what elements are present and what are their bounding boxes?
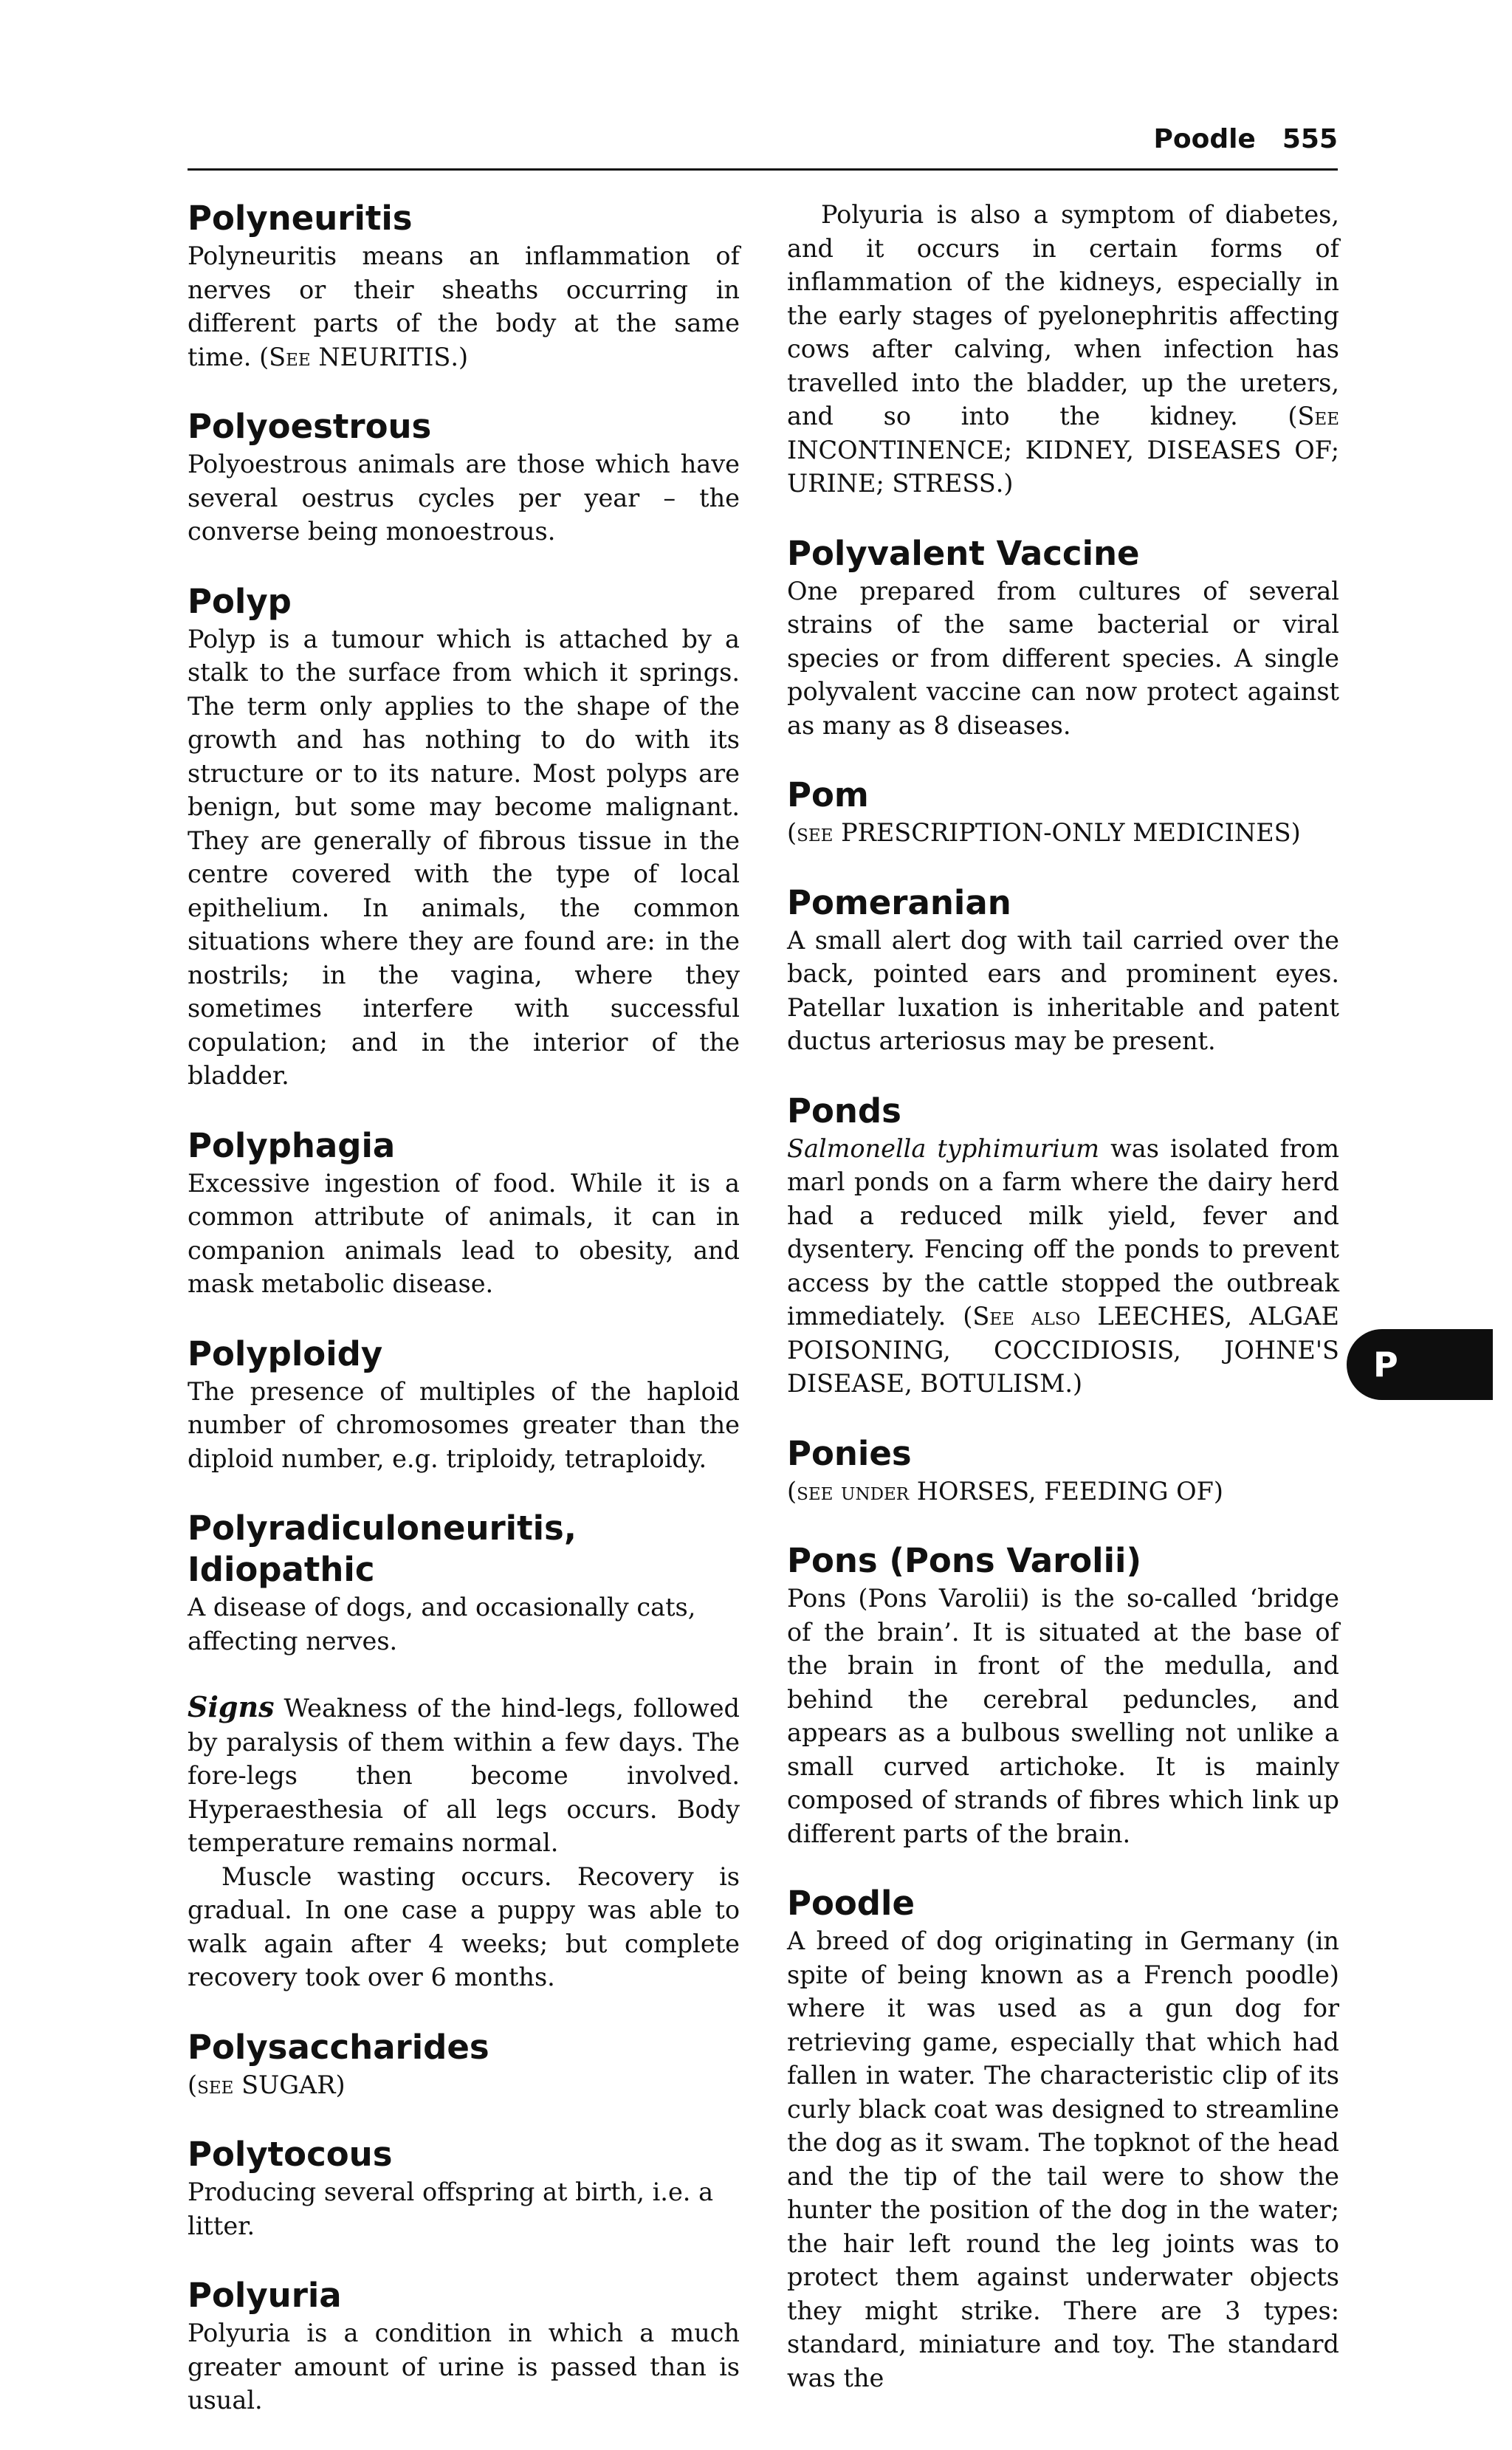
entry-cross-reference: (see PRESCRIPTION-ONLY MEDICINES) xyxy=(787,818,1301,847)
entry-body: Producing several offspring at birth, i.e. a litter. xyxy=(188,2178,714,2240)
entry-heading: Polyphagia xyxy=(188,1125,396,1165)
cross-reference-link[interactable]: SUGAR xyxy=(241,2070,336,2099)
entry-body: A disease of dogs, and occasionally cats, affecting nerves. xyxy=(188,1593,696,1655)
section-thumb-tab xyxy=(1347,1329,1493,1400)
entry-heading: Polyoestrous xyxy=(188,407,432,446)
entry-polyuria xyxy=(188,2275,740,2418)
page-number: 555 xyxy=(1282,124,1338,154)
entry-body: One prepared from cultures of several strains of the same bacterial or viral species or from different species. A single polyvalent vaccine can now protect against as many as 8 diseases. xyxy=(787,576,1339,740)
see-label: see xyxy=(197,2070,234,2099)
cross-reference-links[interactable]: LEECHES, ALGAE POISONING, COCCIDIOSIS, JOHNE'S DISEASE, BOTULISM xyxy=(787,1302,1339,1398)
entry-polyuria-continued xyxy=(787,198,1339,501)
entry-body: A small alert dog with tail carried over the back, pointed ears and prominent eyes. Patellar luxation is inheritable and patent ductus arteriosus may be present. xyxy=(787,925,1339,1055)
entry-ponds xyxy=(787,1091,1339,1401)
entry-body: Polyneuritis means an inflammation of nerves or their sheaths occurring in different parts of the body at the same time. (See NEURITIS.) xyxy=(188,241,740,371)
entry-body: A breed of dog originating in Germany (in spite of being known as a French poodle) where it was used as a gun dog for retrieving game, especially that which had fallen in water. The characteristic clip of its curly black coat was designed to streamline the dog as it swam. The topknot of the head and the tip of the tail were to show the hunter the position of the dog in the water; the hair left round the leg joints was to protect them against underwater objects they might strike. There are 3 types: standard, miniature and toy. The standard was the xyxy=(787,1926,1339,2392)
entry-polyploidy xyxy=(188,1334,740,1476)
entry-pons xyxy=(787,1540,1339,1850)
signs-label: Signs xyxy=(188,1690,275,1723)
entry-body: Polyuria is also a symptom of diabetes, and it occurs in certain forms of inflammation of the kidneys, especially in the early stages of pyelonephritis affecting cows after calving, when infection has travelled into the bladder, up the ureters, and so into the kidney. (See INCONTINENCE; KIDNEY, DISEASES OF; URINE; STRESS.) xyxy=(787,200,1339,498)
organism-name: Salmonella typhimurium xyxy=(787,1133,1100,1163)
entry-heading: Pom xyxy=(787,775,869,814)
thumb-tab-letter: P xyxy=(1373,1345,1398,1384)
entry-body: Polyuria is a condition in which a much greater amount of urine is passed than is usual. xyxy=(188,2319,740,2415)
entry-heading: Polytocous xyxy=(188,2135,393,2174)
entry-polyvalent-vaccine xyxy=(787,533,1339,743)
entry-polytocous xyxy=(188,2134,740,2243)
entry-polyphagia xyxy=(188,1125,740,1301)
entry-pomeranian xyxy=(787,882,1339,1058)
entry-poodle xyxy=(787,1883,1339,2395)
entry-heading: Poodle xyxy=(787,1884,915,1923)
entry-polyp xyxy=(188,581,740,1093)
entry-polysaccharides xyxy=(188,2027,740,2102)
entry-body: Excessive ingestion of food. While it is a common attribute of animals, it can in companion animals lead to obesity, and mask metabolic disease. xyxy=(188,1168,740,1298)
entry-body: Salmonella typhimurium was isolated from marl ponds on a farm where the dairy herd had a reduced milk yield, fever and dysentery. Fencing off the ponds to prevent access by the cattle stopped the outbreak immediately. (See also LEECHES, ALGAE POISONING, COCCIDIOSIS, JOHNE'S DISEASE, BOTULISM.) xyxy=(787,1133,1339,1398)
cross-reference-link[interactable]: PRESCRIPTION-ONLY MEDICINES xyxy=(841,818,1291,847)
entry-heading: Polyploidy xyxy=(188,1334,383,1373)
entry-body: The presence of multiples of the haploid number of chromosomes greater than the diploid number, e.g. triploidy, tetraploidy. xyxy=(188,1376,740,1473)
see-label: See xyxy=(269,342,311,371)
cross-reference-link[interactable]: HORSES, FEEDING OF xyxy=(916,1476,1214,1506)
header-rule xyxy=(188,168,1338,171)
entry-heading: Pons (Pons Varolii) xyxy=(787,1541,1142,1580)
entry-heading: Polyuria xyxy=(188,2276,342,2315)
entry-polyradiculoneuritis xyxy=(188,1508,740,1994)
see-label: See also xyxy=(972,1302,1081,1331)
signs-paragraph: Signs Weakness of the hind-legs, followed by paralysis of them within a few days. The fore-legs then become involved. Hyperaesthesia of all legs occurs. Body temperature remains normal. xyxy=(188,1690,740,1857)
cross-reference-links[interactable]: INCONTINENCE; KIDNEY, DISEASES OF; URINE; STRESS xyxy=(787,435,1339,498)
entry-polyneuritis xyxy=(188,198,740,374)
see-label: See xyxy=(1297,402,1339,430)
entry-heading: Pomeranian xyxy=(787,882,1011,922)
entry-heading: Ponies xyxy=(787,1433,912,1473)
entry-heading: Polyradiculoneuritis, Idiopathic xyxy=(188,1509,577,1589)
entry-body: Pons (Pons Varolii) is the so-called ‘bridge of the brain’. It is situated at the base of the brain in front of the medulla, and behind the cerebral peduncles, and appears as a bulbous swelling not unlike a small curved artichoke. It is mainly composed of strands of fibres which link up different parts of the brain. xyxy=(787,1584,1339,1848)
running-title: Poodle xyxy=(1153,124,1256,154)
entry-pom xyxy=(787,775,1339,850)
entry-body: Polyoestrous animals are those which have several oestrus cycles per year – the converse being monoestrous. xyxy=(188,450,740,546)
entry-body: Polyp is a tumour which is attached by a stalk to the surface from which it springs. The term only applies to the shape of the growth and has nothing to do with its structure or to its nature. Most polyps are benign, but some may become malignant. They are generally of fibrous tissue in the centre covered with the type of local epithelium. In animals, the common situations where they are found are: in the nostrils; in the vagina, where they sometimes interfere with successful copulation; and in the interior of the bladder. xyxy=(188,624,740,1090)
left-column xyxy=(188,198,740,2450)
entry-ponies xyxy=(787,1433,1339,1509)
entry-polyoestrous xyxy=(188,406,740,549)
cross-reference-link[interactable]: NEURITIS xyxy=(318,342,451,371)
see-label: see xyxy=(797,818,834,847)
right-column xyxy=(787,198,1339,2427)
entry-heading: Polyneuritis xyxy=(188,199,413,238)
entry-cross-reference: (see SUGAR) xyxy=(188,2070,346,2099)
entry-heading: Polyp xyxy=(188,581,292,621)
entry-heading: Polysaccharides xyxy=(188,2027,489,2067)
entry-cross-reference: (see under HORSES, FEEDING OF) xyxy=(787,1476,1223,1506)
entry-body-continued: Muscle wasting occurs. Recovery is gradual. In one case a puppy was able to walk again after 4 weeks; but complete recovery took over 6 months. xyxy=(188,1861,740,1991)
entry-heading: Ponds xyxy=(787,1091,901,1130)
see-label: see under xyxy=(797,1476,910,1506)
running-head xyxy=(188,120,1338,159)
entry-heading: Polyvalent Vaccine xyxy=(787,533,1140,573)
